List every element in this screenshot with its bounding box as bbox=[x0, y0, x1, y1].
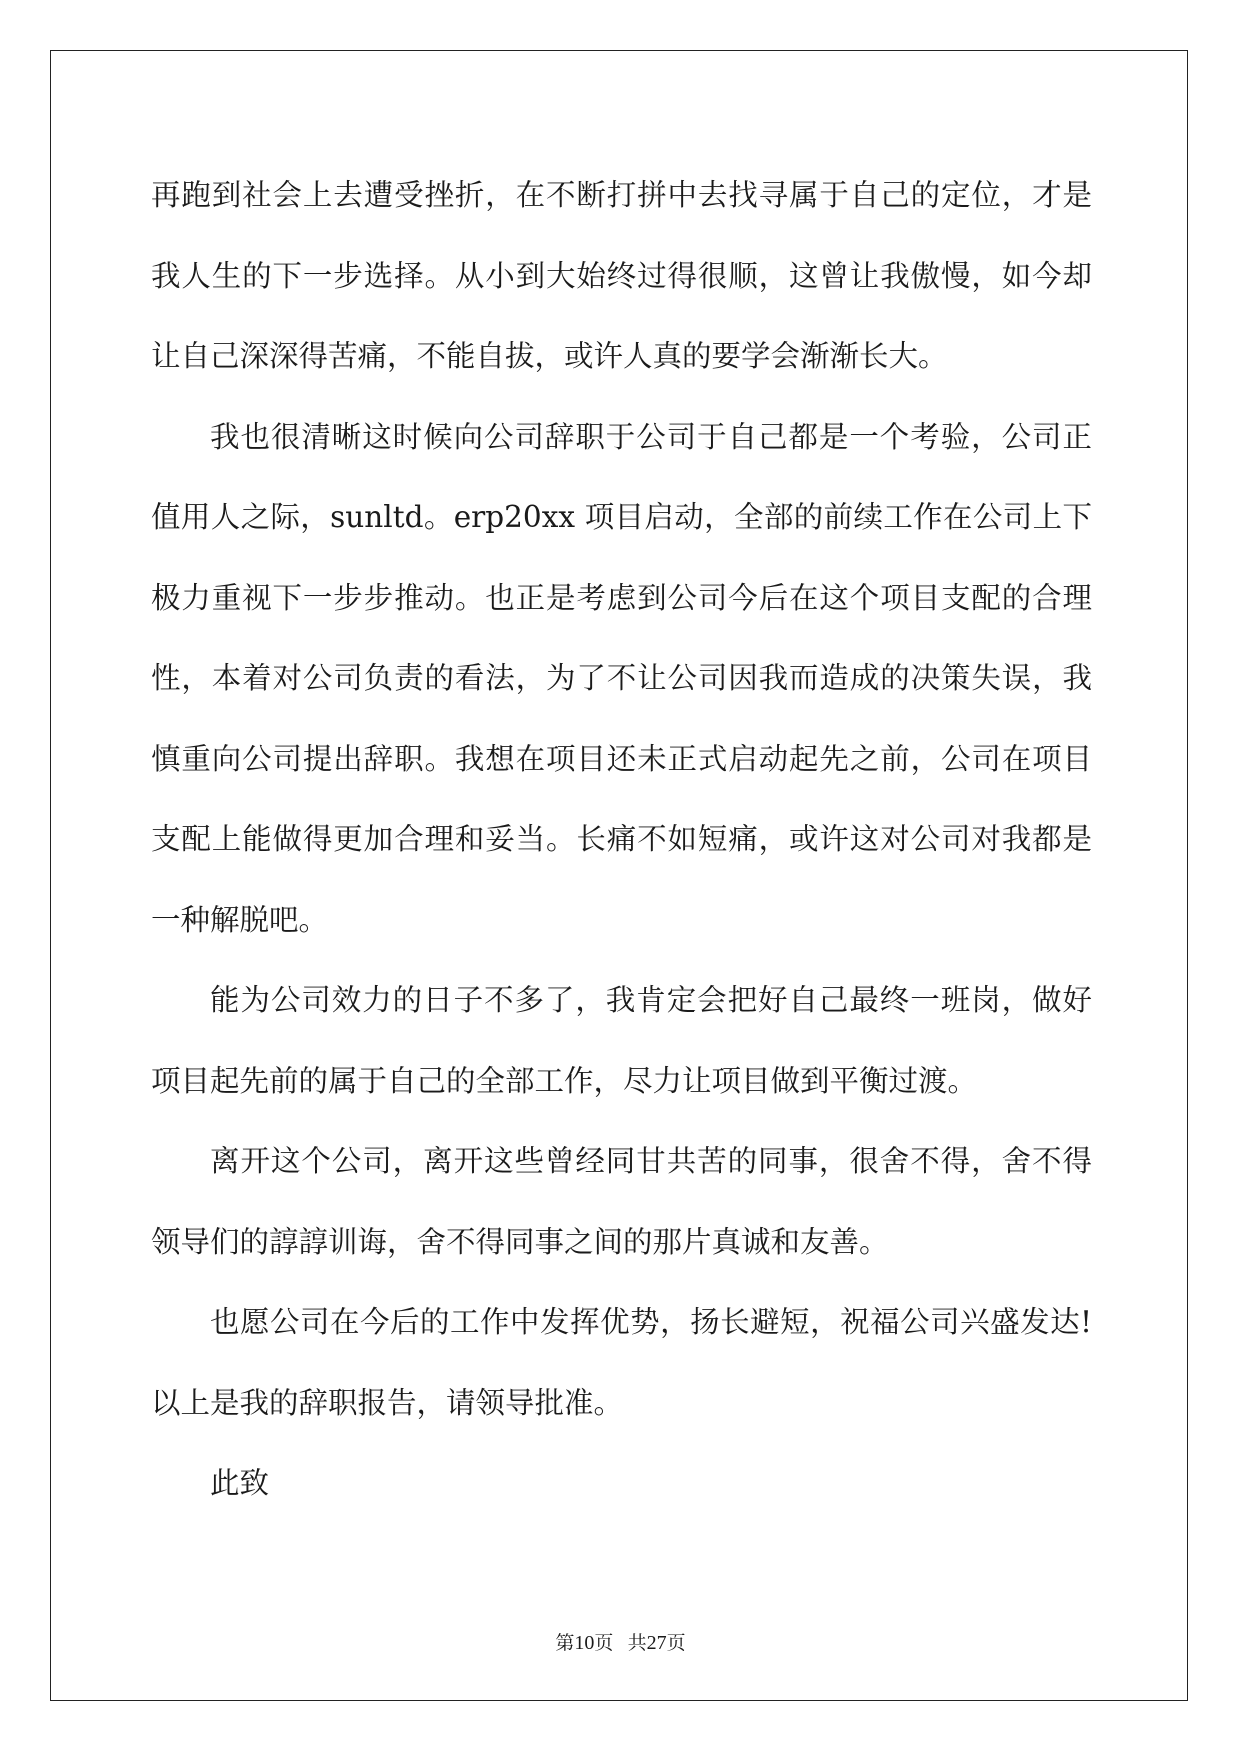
total-prefix: 共 bbox=[627, 1633, 647, 1654]
page-number: 10 bbox=[574, 1632, 595, 1654]
paragraph-2: 我也很清晰这时候向公司辞职于公司于自己都是一个考验，公司正值用人之际，sunltd。erp20xx 项目启动，全部的前续工作在公司上下极力重视下一步步推动。也正是考虑到公司今后在这个项目支配的合理性，本着对公司负责的看法，为了不让公司因我而造成的决策失误，我慎重向公司提出辞职。我想在项目还未正式启动起先之前，公司在项目支配上能做得更加合理和妥当。长痛不如短痛，或许这对公司对我都是一种解脱吧。 bbox=[151, 419, 1092, 937]
page-suffix: 页 bbox=[594, 1633, 614, 1654]
paragraph-4: 离开这个公司，离开这些曾经同甘共苦的同事，很舍不得，舍不得领导们的諄諄训诲，舍不得同事之间的那片真诚和友善。 bbox=[151, 1144, 1092, 1259]
paragraph-3: 能为公司效力的日子不多了，我肯定会把好自己最终一班岗，做好项目起先前的属于自己的全部工作，尽力让项目做到平衡过渡。 bbox=[151, 983, 1092, 1098]
total-suffix: 页 bbox=[666, 1633, 686, 1654]
closing-salutation: 此致 bbox=[210, 1466, 270, 1500]
page-footer bbox=[0, 1628, 1241, 1655]
document-body bbox=[151, 155, 1092, 1524]
paragraph-1: 再跑到社会上去遭受挫折，在不断打拼中去找寻属于自己的定位，才是我人生的下一步选择。从小到大始终过得很顺，这曾让我傲慢，如今却让自己深深得苦痛，不能自拔，或许人真的要学会渐渐长大。 bbox=[151, 178, 1092, 373]
total-pages: 27 bbox=[646, 1632, 667, 1654]
paragraph-5: 也愿公司在今后的工作中发挥优势，扬长避短，祝福公司兴盛发达!以上是我的辞职报告，请领导批准。 bbox=[151, 1305, 1092, 1420]
page-prefix: 第 bbox=[555, 1633, 575, 1654]
